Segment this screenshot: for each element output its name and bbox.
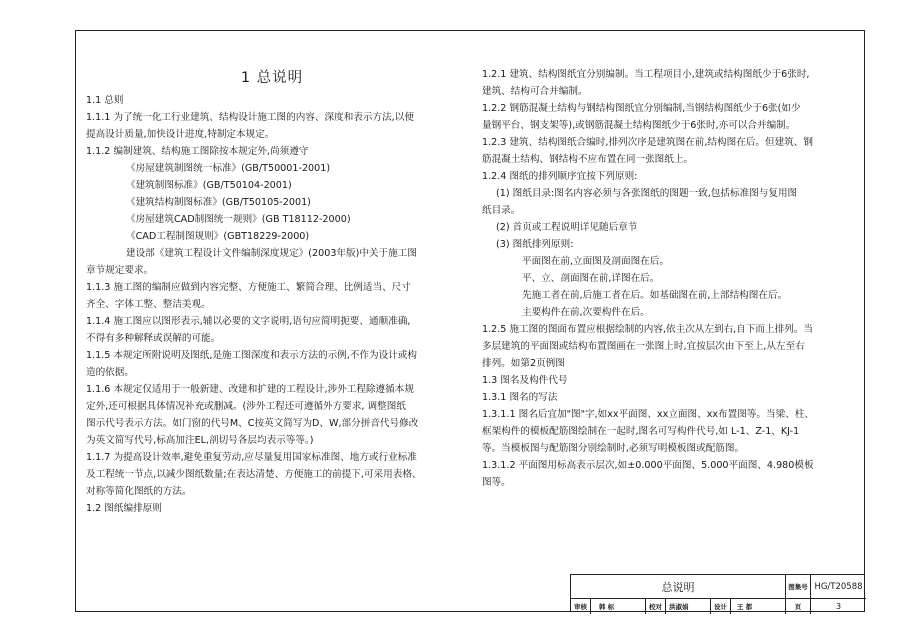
page-label: 页 (786, 599, 811, 614)
text-line: 《CAD工程制图规则》(GBT18229-2000) (126, 231, 310, 242)
text-line: 1.3.1.1 图名后宜加"图"字,如xx平面图、xx立面图、xx布置图等。当梁、柱、 (482, 409, 814, 420)
text-line: 《建筑制图标准》(GB/T50104-2001) (126, 180, 292, 191)
checker-name: 洪淑娟 (666, 599, 711, 614)
text-line: 1.1 总则 (86, 95, 124, 106)
text-line: 先施工者在前,后施工者在后。如基础图在前,上部结构图在后。 (522, 290, 788, 301)
text-line: 1.2.2 钢筋混凝土结构与钢结构图纸宜分别编制,当钢结构图纸少于6张(如少 (482, 103, 801, 114)
text-line: 图示代号表示方法。如门窗的代号M、C按英文简写为D、W,部分拼音代号修改 (86, 418, 419, 429)
text-line: 1.1.3 施工图的编制应做到内容完整、方便施工、繁简合理、比例适当、尺寸 (86, 282, 411, 293)
text-line: 《房屋建筑CAD制图统一规则》(GB T18112-2000) (126, 214, 351, 225)
text-line: 平面图在前,立面图及剖面图在后。 (522, 256, 669, 267)
atlas-label: 图集号 (786, 575, 811, 598)
text-line: 多层建筑的平面图或结构布置图画在一张图上时,宜按层次由下至上,从左至右 (482, 341, 805, 352)
text-line: 量钢平台、钢支架等),或钢筋混凝土结构图纸少于6张时,亦可以合并编制。 (482, 120, 796, 131)
text-line: 排列。如第2页例图 (482, 358, 565, 369)
text-line: 图等。 (482, 477, 511, 488)
text-line: 纸目录。 (482, 205, 521, 216)
text-line: 1.1.1 为了统一化工行业建筑、结构设计施工图的内容、深度和表示方法,以便 (86, 112, 414, 123)
text-line: 框架构件的模板配筋图绘制在一起时,图名可写构件代号,如 L-1、Z-1、KJ-1 (482, 426, 800, 437)
text-line: 1.3 图名及构件代号 (482, 375, 568, 386)
text-line: 主要构件在前,次要构件在后。 (522, 307, 650, 318)
text-line: 1.3.1 图名的写法 (482, 392, 558, 403)
text-line: 《建筑结构制图标准》(GB/T50105-2001) (126, 197, 311, 208)
text-line: 建筑、结构可合并编制。 (482, 86, 588, 97)
text-line: (2) 首页或工程说明详见随后章节 (496, 222, 638, 233)
text-line: 等。当模板图与配筋图分别绘制时,必须写明模板图或配筋图。 (482, 443, 745, 454)
atlas-number: HG/T20588 (814, 581, 863, 592)
text-line: 1.2.5 施工图的图面布置应根据绘制的内容,依主次从左到右,自下而上排列。当 (482, 324, 813, 335)
text-line: 1.2.4 图纸的排列顺序宜按下列原则: (482, 171, 638, 182)
design-label: 设计 (711, 599, 731, 614)
section-title: 1 总说明 (240, 70, 304, 86)
text-line: 章节规定要求。 (86, 265, 154, 276)
title-block (570, 574, 865, 612)
text-line: 1.2.1 建筑、结构图纸宜分别编制。当工程项目小,建筑或结构图纸少于6张时, (482, 69, 810, 80)
text-line: 《房屋建筑制图统一标准》(GB/T50001-2001) (126, 163, 331, 174)
page-number: 3 (835, 602, 842, 611)
designer-name: 王 都 (731, 599, 786, 614)
text-line: 1.2 图纸编排原则 (86, 503, 162, 514)
signature-row (571, 598, 866, 614)
text-line: 对称等简化图纸的方法。 (86, 486, 192, 497)
text-line: 筋混凝土结构、钢结构不应布置在同一张图纸上。 (482, 154, 694, 165)
text-line: 定外,还可根据具体情况补充或删减。(涉外工程还可遵循外方要求, 调整图纸 (86, 401, 406, 412)
check-label: 校对 (646, 599, 666, 614)
text-line: 1.1.6 本规定仅适用于一般新建、改建和扩建的工程设计,涉外工程除遵循本规 (86, 384, 414, 395)
drawing-name: 总说明 (571, 575, 786, 598)
text-line: (1) 图纸目录:图名内容必须与各张图纸的图题一致,包括标准图与复用图 (496, 188, 798, 199)
text-line: 及工程统一节点,以减少图纸数量;在表达清楚、方便施工的前提下,可采用表格、 (86, 469, 422, 480)
text-line: 为英文简写代号,标高加注EL,剖切号各层均表示等等。) (86, 435, 314, 446)
text-line: 齐全、字体工整、整洁美观。 (86, 299, 211, 310)
text-line: 不得有多种解释或误解的可能。 (86, 333, 221, 344)
review-label: 审核 (571, 599, 591, 614)
text-line: 造的依据。 (86, 367, 134, 378)
text-line: 1.3.1.2 平面图用标高表示层次,如±0.000平面图、5.000平面图、4.980模板 (482, 460, 814, 471)
text-line: 1.1.7 为提高设计效率,避免重复劳动,应尽量复用国家标准图、地方或行业标准 (86, 452, 417, 463)
text-line: (3) 图纸排列原则: (496, 239, 574, 250)
text-line: 提高设计质量,加快设计进度,特制定本规定。 (86, 129, 275, 140)
text-line: 建设部《建筑工程设计文件编制深度规定》(2003年版)中关于施工图 (126, 248, 417, 259)
right-column (482, 66, 837, 491)
reviewer-name: 韩 标 (591, 599, 646, 614)
left-column (86, 92, 458, 517)
text-line: 1.1.2 编制建筑、结构施工图除按本规定外,尚须遵守 (86, 146, 309, 157)
text-line: 1.2.3 建筑、结构图纸合编时,排列次序是建筑图在前,结构图在后。但建筑、钢 (482, 137, 813, 148)
text-line: 1.1.4 施工图应以图形表示,辅以必要的文字说明,语句应简明扼要、通顺准确, (86, 316, 411, 327)
text-line: 1.1.5 本规定所附说明及图纸,是施工图深度和表示方法的示例,不作为设计或构 (86, 350, 417, 361)
text-line: 平、立、剖面图在前,详图在后。 (522, 273, 660, 284)
